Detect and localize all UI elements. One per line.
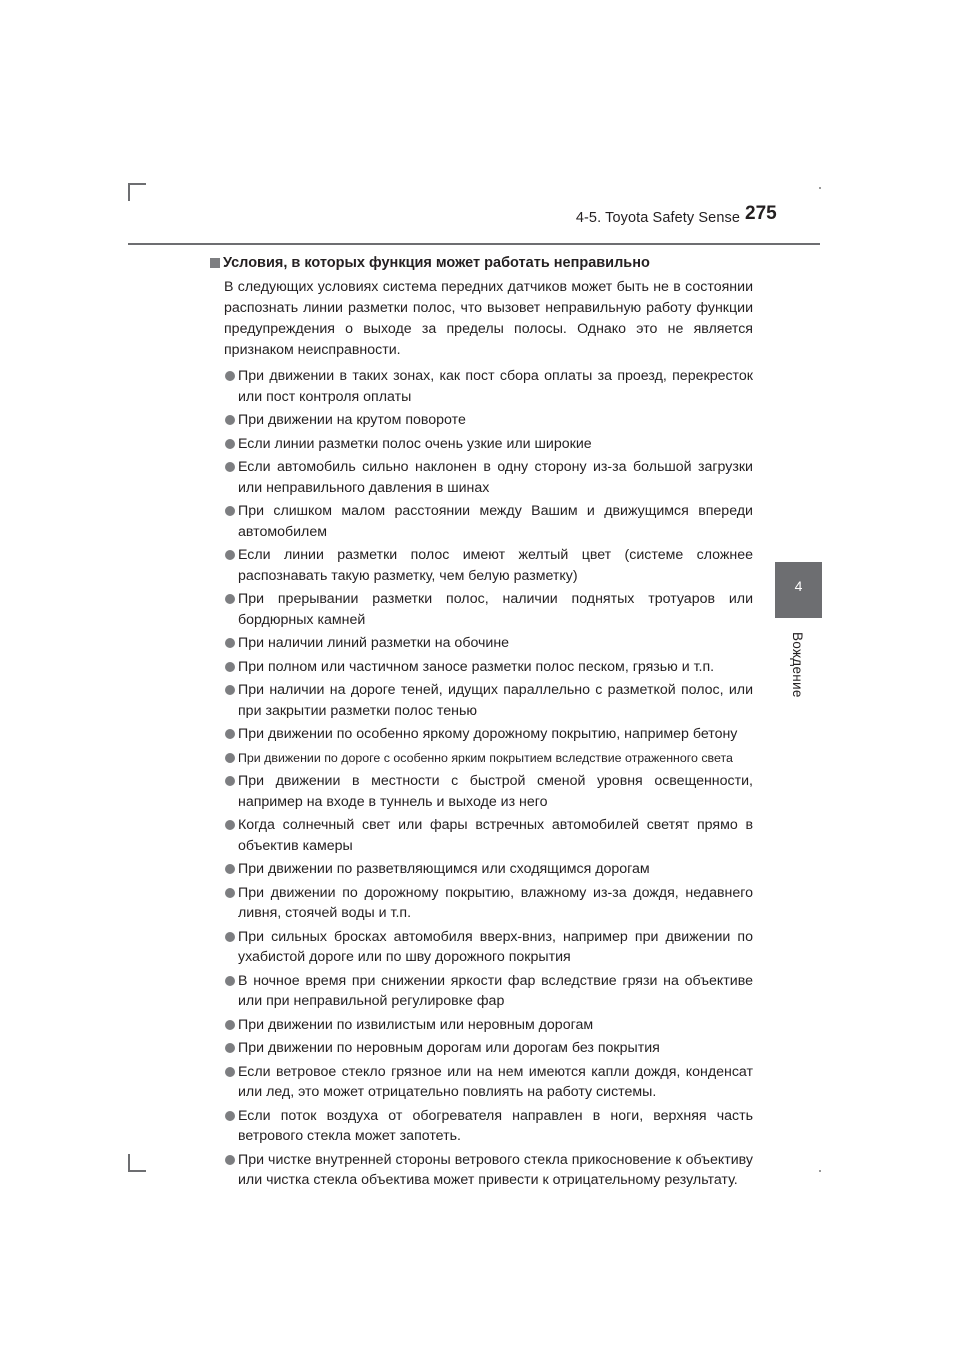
list-item <box>210 657 753 678</box>
list-item <box>210 748 753 769</box>
round-bullet-icon <box>225 776 235 786</box>
list-item-text: Если ветровое стекло грязное или на нем имеются капли дождя, конденсат или лед, это может отрицательно повлиять на работу системы. <box>238 1063 753 1100</box>
list-item <box>210 883 753 924</box>
list-item-text: При движении в таких зонах, как пост сбора оплаты за проезд, перекресток или пост контроля оплаты <box>238 368 753 405</box>
list-item-text: При наличии на дороге теней, идущих параллельно с разметкой полос, или при закрытии разметки полос тенью <box>238 682 753 719</box>
round-bullet-icon <box>225 550 235 560</box>
list-item-text: При движении в местности с быстрой сменой уровня освещенности, например на входе в туннель и выходе из него <box>238 773 753 810</box>
list-item <box>210 410 753 431</box>
chapter-number: 4 <box>794 578 803 594</box>
list-item-text: При слишком малом расстоянии между Вашим и движущимся впереди автомобилем <box>238 503 753 540</box>
list-item-text: В ночное время при снижении яркости фар вследствие грязи на объективе или при неправильной регулировке фар <box>238 972 753 1009</box>
list-item <box>210 1106 753 1147</box>
list-item-text: При чистке внутренней стороны ветрового стекла прикосновение к объективу или чистка стекла объектива может привести к отрицательному результату. <box>238 1151 753 1188</box>
list-item <box>210 545 753 586</box>
list-item-text: При наличии линий разметки на обочине <box>238 635 510 651</box>
list-item <box>210 434 753 455</box>
round-bullet-icon <box>225 439 235 449</box>
list-item-text: При движении по дорожному покрытию, влажному из-за дождя, недавнего ливня, стоячей воды и т.п. <box>238 884 753 921</box>
crop-mark-top-right <box>819 187 821 189</box>
round-bullet-icon <box>225 1111 235 1121</box>
section-heading-text: Условия, в которых функция может работать неправильно <box>223 255 650 271</box>
list-item-text: При движении по извилистым или неровным дорогам <box>238 1016 594 1033</box>
list-item-text: Если автомобиль сильно наклонен в одну сторону из-за большой загрузки или неправильного давления в шинах <box>238 459 753 496</box>
list-item <box>210 815 753 856</box>
chapter-tab[interactable] <box>775 562 822 618</box>
round-bullet-icon <box>225 820 235 830</box>
round-bullet-icon <box>225 371 235 381</box>
round-bullet-icon <box>225 415 235 425</box>
round-bullet-icon <box>225 976 235 986</box>
list-item <box>210 1038 753 1059</box>
list-item <box>210 680 753 721</box>
round-bullet-icon <box>225 753 235 763</box>
round-bullet-icon <box>225 1067 235 1077</box>
main-content <box>210 253 753 1194</box>
list-item <box>210 971 753 1012</box>
crop-mark-top-left-horizontal <box>128 183 146 185</box>
list-item <box>210 366 753 407</box>
list-item-text: При движении по особенно яркому дорожному покрытию, например бетону <box>238 726 738 742</box>
round-bullet-icon <box>225 462 235 472</box>
list-item-text: При движении по разветвляющимся или сходящимся дорогам <box>238 861 650 877</box>
crop-mark-top-left-vertical <box>128 183 130 201</box>
round-bullet-icon <box>225 1020 235 1030</box>
round-bullet-icon <box>225 685 235 695</box>
list-item-text: При сильных бросках автомобиля вверх-вниз, например при движении по ухабистой дороге или по шву дорожного покрытия <box>238 928 753 965</box>
list-item <box>210 771 753 812</box>
running-header: 4-5. Toyota Safety Sense <box>575 210 740 226</box>
header-rule <box>128 243 820 245</box>
round-bullet-icon <box>225 1155 235 1165</box>
round-bullet-icon <box>225 932 235 942</box>
list-item <box>210 1015 753 1036</box>
list-item <box>210 859 753 880</box>
round-bullet-icon <box>225 638 235 648</box>
chapter-title: Вождение <box>790 632 805 698</box>
list-item <box>210 633 753 654</box>
list-item-text: Если поток воздуха от обогревателя направлен в ноги, верхняя часть ветрового стекла может запотеть. <box>238 1107 753 1144</box>
list-item-text: При движении по неровным дорогам или дорогам без покрытия <box>238 1040 660 1056</box>
list-item <box>210 501 753 542</box>
list-item <box>210 589 753 630</box>
list-item <box>210 457 753 498</box>
round-bullet-icon <box>225 1043 235 1053</box>
list-item-text: При полном или частичном заносе разметки полос песком, грязью и т.п. <box>238 658 715 675</box>
list-item <box>210 724 753 745</box>
round-bullet-icon <box>225 662 235 672</box>
list-item-text: Если линии разметки полос очень узкие или широкие <box>238 435 592 452</box>
crop-mark-bottom-left-horizontal <box>128 1170 146 1172</box>
conditions-list <box>210 366 753 1191</box>
list-item-text: При прерывании разметки полос, наличии поднятых тротуаров или бордюрных камней <box>238 591 753 628</box>
section-heading <box>210 253 753 274</box>
intro-paragraph: В следующих условиях система передних датчиков может быть не в состоянии распознать линии разметки полос, что вызовет неправильную работу функции предупреждения о выходе за пределы полосы. Однако это не является признаком неисправности. <box>224 279 753 358</box>
round-bullet-icon <box>225 594 235 604</box>
square-bullet-icon <box>210 258 220 268</box>
list-item <box>210 1150 753 1191</box>
list-item <box>210 1062 753 1103</box>
list-item-text: При движении на крутом повороте <box>238 412 466 428</box>
round-bullet-icon <box>225 888 235 898</box>
list-item <box>210 927 753 968</box>
list-item-text: Когда солнечный свет или фары встречных автомобилей светят прямо в объектив камеры <box>238 817 753 854</box>
round-bullet-icon <box>225 864 235 874</box>
crop-mark-bottom-right <box>819 1170 821 1172</box>
page-number: 275 <box>745 203 777 224</box>
list-item-text: Если линии разметки полос имеют желтый цвет (системе сложнее распознавать такую разметку, чем белую разметку) <box>238 547 753 584</box>
list-item-text: При движении по дороге с особенно ярким покрытием вследствие отраженного света <box>238 750 733 765</box>
round-bullet-icon <box>225 729 235 739</box>
round-bullet-icon <box>225 506 235 516</box>
